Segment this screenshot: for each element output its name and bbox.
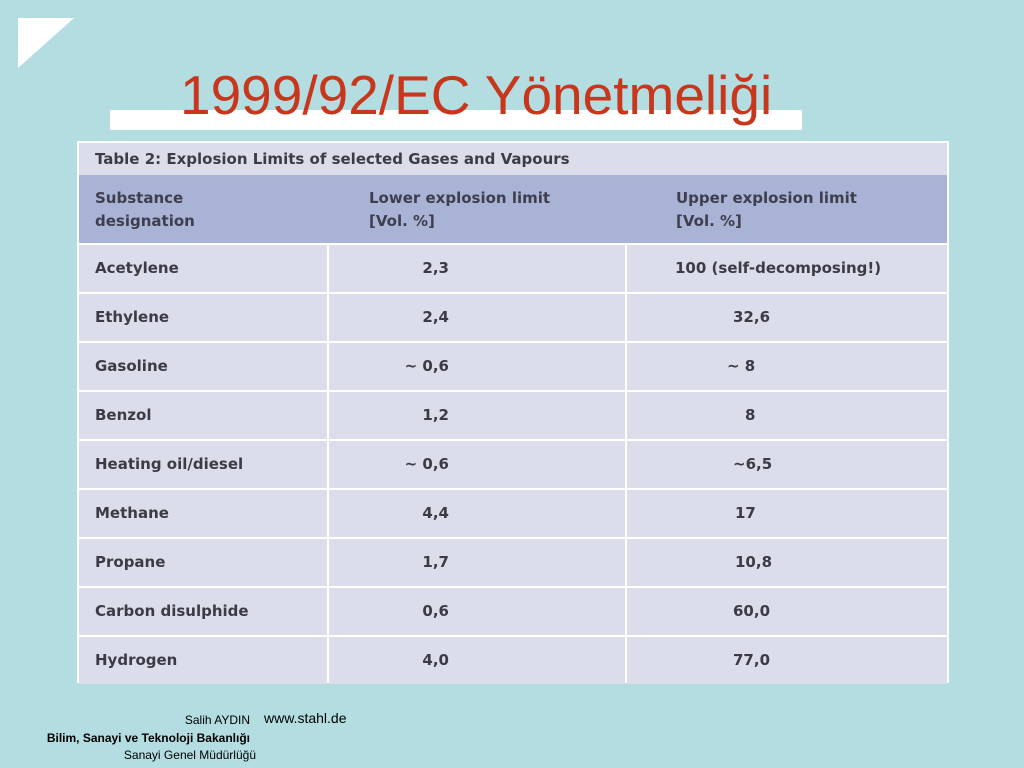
upper-limit-cell: 8 xyxy=(627,392,947,439)
header-substance: Substance designation xyxy=(95,189,195,230)
upper-limit-cell: 17 xyxy=(627,490,947,537)
table-row xyxy=(79,539,947,586)
upper-limit-cell: ~ 8 xyxy=(627,343,947,390)
substance-cell: Benzol xyxy=(79,392,327,439)
substance-cell: Carbon disulphide xyxy=(79,588,327,635)
table-body xyxy=(79,245,947,686)
lower-limit-cell: ~ 0,6 xyxy=(329,441,625,488)
lower-limit-cell: ~ 0,6 xyxy=(329,343,625,390)
lower-limit-cell: 0,6 xyxy=(329,588,625,635)
substance-cell: Propane xyxy=(79,539,327,586)
substance-cell: Hydrogen xyxy=(79,637,327,684)
upper-limit-cell: 60,0 xyxy=(627,588,947,635)
lower-limit-cell: 4,4 xyxy=(329,490,625,537)
substance-cell: Heating oil/diesel xyxy=(79,441,327,488)
lower-limit-cell: 2,4 xyxy=(329,294,625,341)
explosion-limits-table xyxy=(77,141,949,683)
footer-source-url: www.stahl.de xyxy=(264,710,347,726)
table-row xyxy=(79,637,947,684)
table-row xyxy=(79,392,947,439)
upper-limit-cell: 10,8 xyxy=(627,539,947,586)
upper-limit-cell: 32,6 xyxy=(627,294,947,341)
table-row xyxy=(79,245,947,292)
lower-limit-cell: 1,2 xyxy=(329,392,625,439)
corner-triangle-icon xyxy=(18,18,74,68)
lower-limit-cell: 4,0 xyxy=(329,637,625,684)
table-row xyxy=(79,294,947,341)
substance-cell: Ethylene xyxy=(79,294,327,341)
slide-title: 1999/92/EC Yönetmeliği xyxy=(180,64,773,126)
header-upper-limit: Upper explosion limit [Vol. %] xyxy=(676,189,857,230)
table-header xyxy=(79,175,947,243)
substance-cell: Acetylene xyxy=(79,245,327,292)
lower-limit-cell: 1,7 xyxy=(329,539,625,586)
table-row xyxy=(79,343,947,390)
table-caption: Table 2: Explosion Limits of selected Gases and Vapours xyxy=(79,143,947,175)
substance-cell: Gasoline xyxy=(79,343,327,390)
upper-limit-cell: ~6,5 xyxy=(627,441,947,488)
table-row xyxy=(79,588,947,635)
table-row xyxy=(79,490,947,537)
header-lower-limit: Lower explosion limit [Vol. %] xyxy=(369,189,551,230)
table-row xyxy=(79,441,947,488)
footer-department: Sanayi Genel Müdürlüğü xyxy=(123,748,256,762)
footer-author-name: Salih AYDIN xyxy=(184,713,250,727)
lower-limit-cell: 2,3 xyxy=(329,245,625,292)
upper-limit-cell: 77,0 xyxy=(627,637,947,684)
upper-limit-cell: 100 (self-decomposing!) xyxy=(627,245,947,292)
substance-cell: Methane xyxy=(79,490,327,537)
footer-organization: Bilim, Sanayi ve Teknoloji Bakanlığı xyxy=(46,731,250,745)
